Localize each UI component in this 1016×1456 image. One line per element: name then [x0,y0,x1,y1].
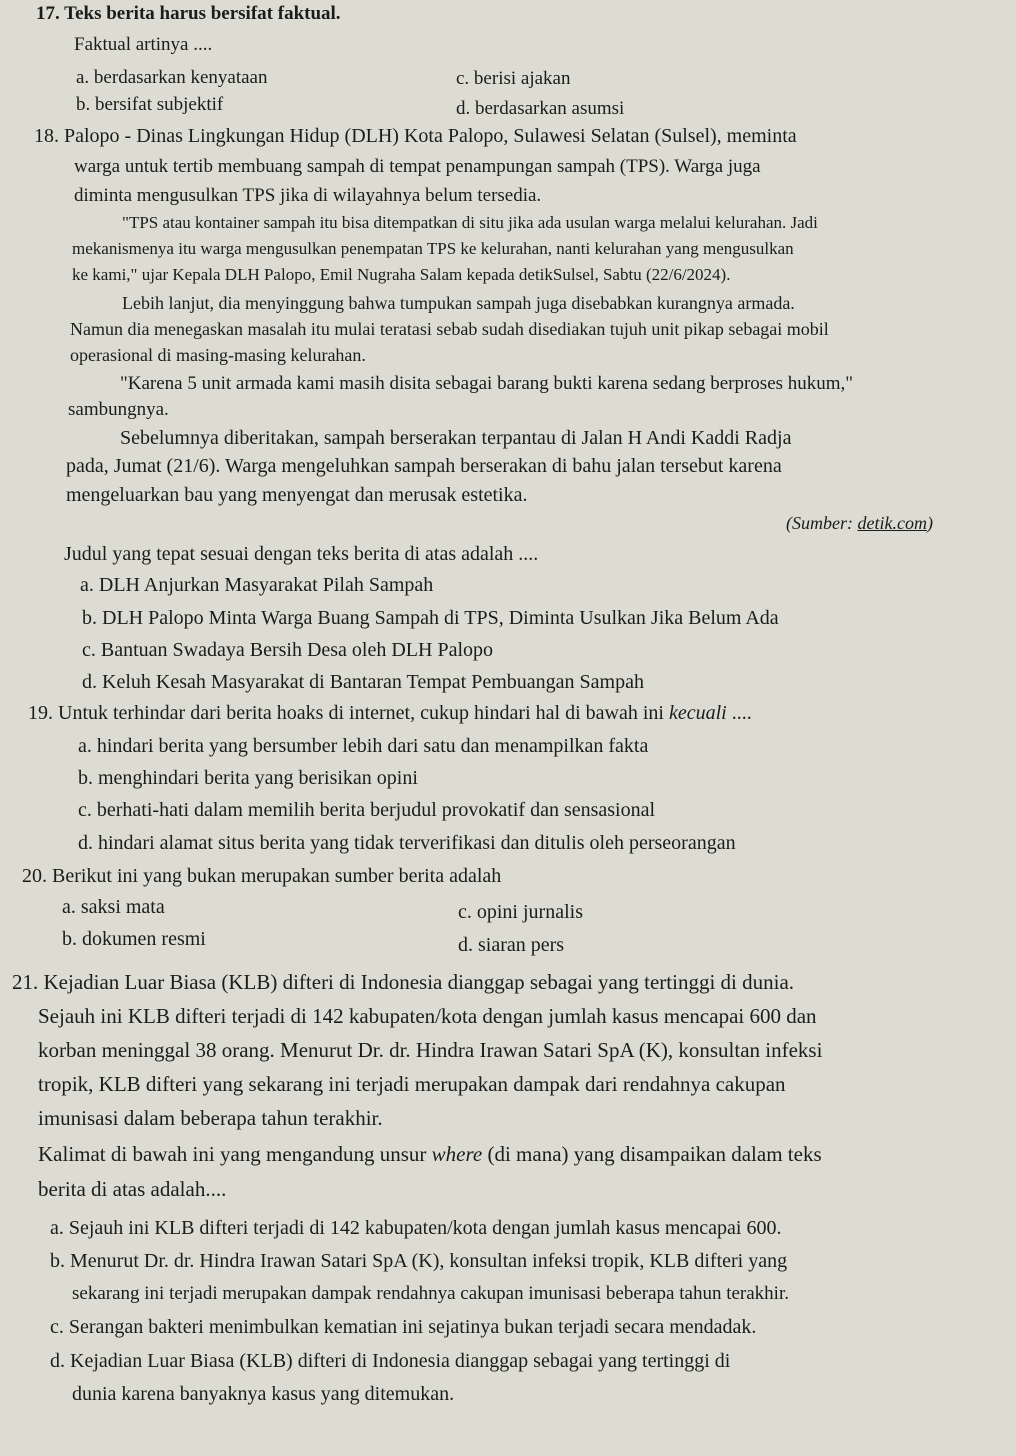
source-prefix: (Sumber: [786,513,858,533]
q18-quote-line: "TPS atau kontainer sampah itu bisa ditempatkan di situ jika ada usulan warga melalui kelurahan. Jadi [122,213,818,232]
q18-text-line: warga untuk tertib membuang sampah di tempat penampungan sampah (TPS). Warga juga [74,156,761,177]
q19-option-d: d. hindari alamat situs berita yang tidak terverifikasi dan ditulis oleh perseorangan [78,832,736,854]
q21-text-line: imunisasi dalam beberapa tahun terakhir. [38,1106,383,1130]
q21-option-b-cont: sekarang ini terjadi merupakan dampak rendahnya cakupan imunisasi beberapa tahun terakhir. [72,1283,789,1304]
q18-option-d: d. Keluh Kesah Masyarakat di Bantaran Tempat Pembuangan Sampah [82,671,644,693]
q18-prompt: Judul yang tepat sesuai dengan teks berita di atas adalah .... [64,543,539,565]
source-link: detik.com [857,513,927,533]
q21-text-line: Sejauh ini KLB difteri terjadi di 142 kabupaten/kota dengan jumlah kasus mencapai 600 dan [38,1004,817,1028]
q18-source [786,514,933,532]
q18-body-line: operasional di masing-masing kelurahan. [70,345,366,365]
q20-option-c: c. opini jurnalis [458,901,583,923]
q17-option-d: d. berdasarkan asumsi [456,98,625,119]
q18-text-line: 18. Palopo - Dinas Lingkungan Hidup (DLH) Kota Palopo, Sulawesi Selatan (Sulsel), meminta [34,125,797,147]
q17-option-b: b. bersifat subjektif [76,94,224,115]
q19-option-b: b. menghindari berita yang berisikan opini [78,767,418,789]
q18-body-line: Namun dia menegaskan masalah itu mulai teratasi sebab sudah disediakan tujuh unit pikap sebagai mobil [70,319,829,339]
q19-question-text: 19. Untuk terhindar dari berita hoaks di internet, cukup hindari hal di bawah ini [28,702,669,724]
q21-prompt-text: Kalimat di bawah ini yang mengandung unsur [38,1142,432,1166]
q21-prompt-line [38,1144,822,1165]
q17-question: 17. Teks berita harus bersifat faktual. [36,3,341,24]
q18-text-line: diminta mengusulkan TPS jika di wilayahnya belum tersedia. [74,185,542,206]
q18-option-a: a. DLH Anjurkan Masyarakat Pilah Sampah [80,574,434,596]
q19-option-a: a. hindari berita yang bersumber lebih dari satu dan menampilkan fakta [78,735,649,757]
q21-text-line: 21. Kejadian Luar Biasa (KLB) difteri di Indonesia dianggap sebagai yang tertinggi di dunia. [12,970,795,994]
q19-question-suffix: .... [726,702,752,724]
q21-text-line: korban meninggal 38 orang. Menurut Dr. dr. Hindra Irawan Satari SpA (K), konsultan infeksi [38,1038,823,1062]
q18-body-line: pada, Jumat (21/6). Warga mengeluhkan sampah berserakan di bahu jalan tersebut karena [66,455,782,477]
q21-prompt-suffix: (di mana) yang disampaikan dalam teks [482,1142,822,1166]
q19-option-c: c. berhati-hati dalam memilih berita berjudul provokatif dan sensasional [78,799,656,821]
q18-body-line: Lebih lanjut, dia menyinggung bahwa tumpukan sampah juga disebabkan kurangnya armada. [122,293,795,313]
q18-body-line: sambungnya. [68,399,169,420]
q21-text-line: tropik, KLB difteri yang sekarang ini terjadi merupakan dampak dari rendahnya cakupan [38,1072,786,1096]
q21-prompt-emphasis: where [431,1142,483,1166]
q18-body-line: "Karena 5 unit armada kami masih disita sebagai barang bukti karena sedang berproses hukum," [120,373,854,394]
q21-option-b: b. Menurut Dr. dr. Hindra Irawan Satari SpA (K), konsultan infeksi tropik, KLB difteri yang [50,1250,788,1272]
q17-prompt: Faktual artinya .... [74,34,213,55]
q20-option-b: b. dokumen resmi [62,928,206,950]
q18-body-line: Sebelumnya diberitakan, sampah berserakan terpantau di Jalan H Andi Kaddi Radja [120,427,792,449]
q21-option-a: a. Sejauh ini KLB difteri terjadi di 142 kabupaten/kota dengan jumlah kasus mencapai 600. [50,1217,782,1239]
q21-option-d-cont: dunia karena banyaknya kasus yang ditemukan. [72,1383,455,1405]
q17-option-a: a. berdasarkan kenyataan [76,67,268,88]
q17-option-c: c. berisi ajakan [456,68,571,89]
q19-question-emphasis: kecuali [668,702,727,724]
q18-quote-line: mekanismenya itu warga mengusulkan penempatan TPS ke kelurahan, nanti kelurahan yang mengusulkan [72,239,794,258]
q20-question: 20. Berikut ini yang bukan merupakan sumber berita adalah [22,865,502,887]
q20-option-a: a. saksi mata [62,896,165,918]
q18-option-b: b. DLH Palopo Minta Warga Buang Sampah di TPS, Diminta Usulkan Jika Belum Ada [82,607,779,629]
q18-body-line: mengeluarkan bau yang menyengat dan merusak estetika. [66,484,528,506]
q18-quote-line: ke kami," ujar Kepala DLH Palopo, Emil Nugraha Salam kepada detikSulsel, Sabtu (22/6/2024). [72,265,731,284]
q21-prompt-line: berita di atas adalah.... [38,1177,227,1201]
q21-option-d: d. Kejadian Luar Biasa (KLB) difteri di Indonesia dianggap sebagai yang tertinggi di [50,1350,731,1372]
q18-option-c: c. Bantuan Swadaya Bersih Desa oleh DLH Palopo [82,639,494,661]
q20-option-d: d. siaran pers [458,934,565,956]
source-suffix: ) [926,513,933,533]
q19-question [28,703,752,723]
q21-option-c: c. Serangan bakteri menimbulkan kematian ini sejatinya bukan terjadi secara mendadak. [50,1316,757,1338]
